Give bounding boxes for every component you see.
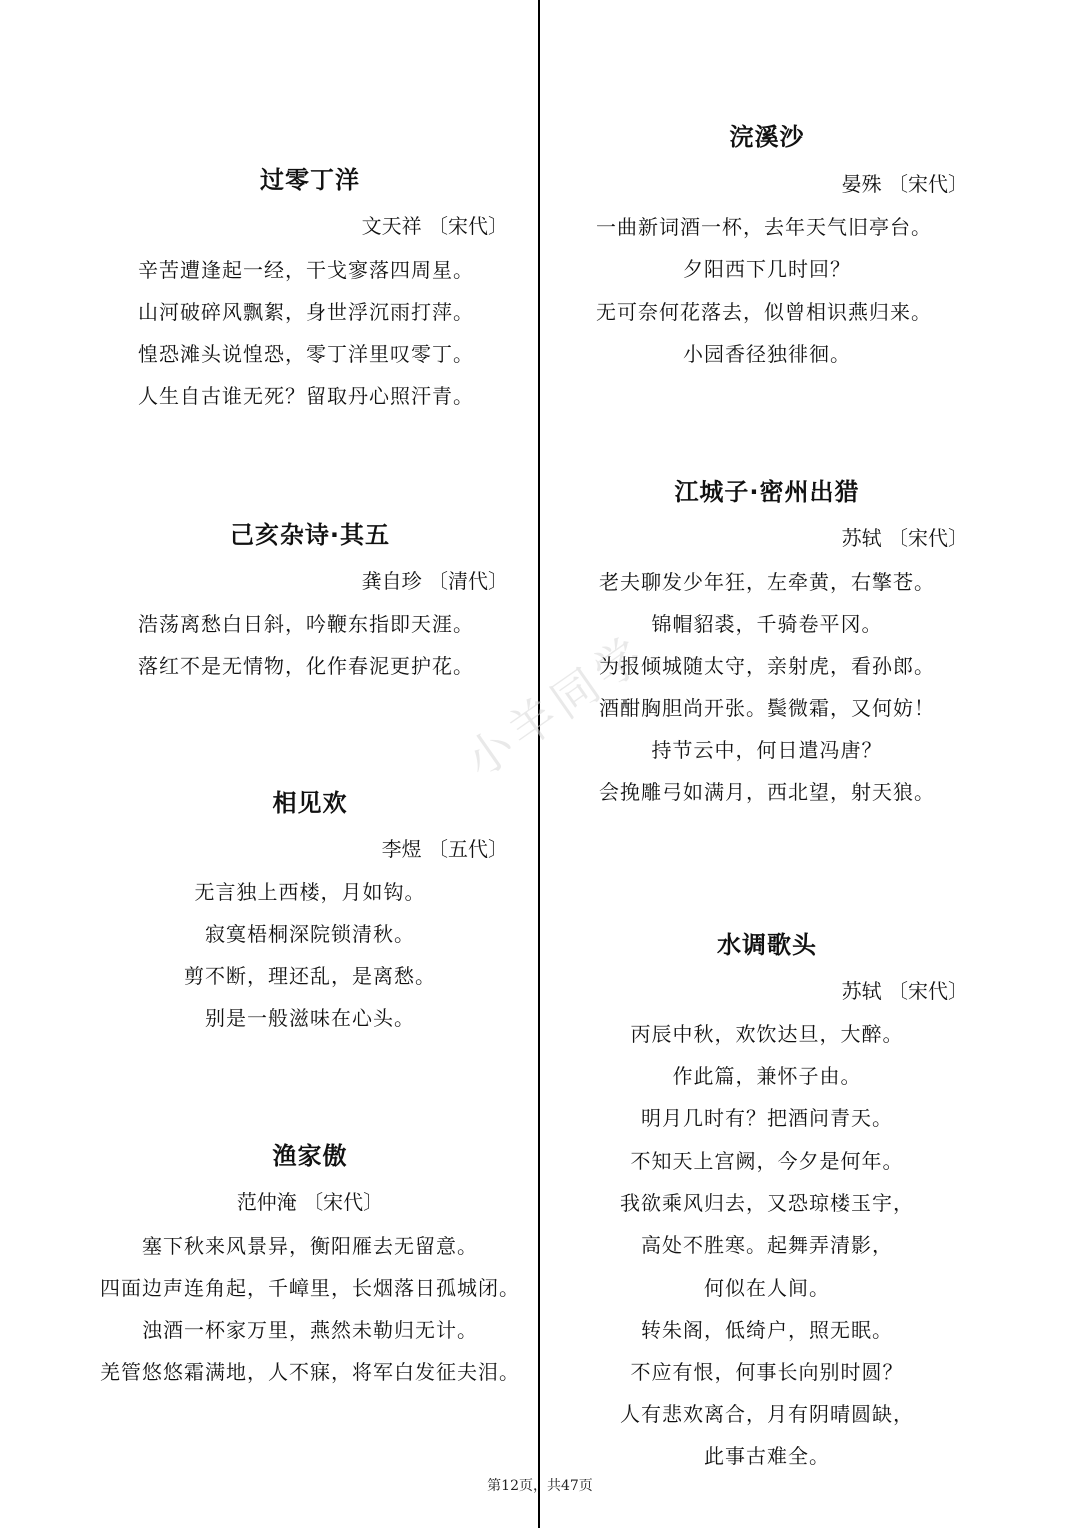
poem-line: 辛苦遭逢起一经，干戈寥落四周星。 [138, 258, 474, 282]
watermark: 小羊同学 [455, 624, 658, 789]
poem-title: 江城子·密州出猎 [674, 478, 860, 506]
poem-title: 水调歌头 [717, 931, 817, 959]
poem-line: 转朱阁，低绮户，照无眠。 [641, 1318, 893, 1342]
poem-line: 酒酣胸胆尚开张。鬓微霜，又何妨！ [599, 696, 935, 720]
poem-line: 我欲乘风归去，又恐琼楼玉宇， [620, 1191, 914, 1215]
poem-line: 人生自古谁无死？留取丹心照汗青。 [138, 384, 474, 408]
poem-line: 不应有恨，何事长向别时圆？ [630, 1360, 904, 1384]
poem-line: 四面边声连角起，千嶂里，长烟落日孤城闭。 [100, 1276, 520, 1300]
poem-line: 人有悲欢离合，月有阴晴圆缺， [620, 1402, 914, 1426]
poem-author: 李煜 〔五代〕 [381, 837, 508, 861]
poem-line: 高处不胜寒。起舞弄清影， [641, 1233, 893, 1257]
poem-line: 羌管悠悠霜满地，人不寐，将军白发征夫泪。 [100, 1360, 520, 1384]
poem-title: 渔家傲 [272, 1142, 348, 1170]
poem-line: 惶恐滩头说惶恐，零丁洋里叹零丁。 [138, 342, 474, 366]
poem-author: 文天祥 〔宋代〕 [361, 214, 508, 238]
poem-line: 无可奈何花落去，似曾相识燕归来。 [596, 300, 932, 324]
poem-line: 剪不断，理还乱，是离愁。 [184, 964, 436, 988]
poem-title: 相见欢 [272, 789, 348, 817]
poem-line: 一曲新词酒一杯，去年天气旧亭台。 [596, 215, 932, 239]
poem-line: 为报倾城随太守，亲射虎，看孙郎。 [599, 654, 935, 678]
poem-line: 明月几时有？把酒问青天。 [641, 1106, 893, 1130]
poem-line: 别是一般滋味在心头。 [205, 1006, 415, 1030]
poem-line: 持节云中，何日遣冯唐？ [651, 738, 883, 762]
poem-line: 老夫聊发少年狂，左牵黄，右擎苍。 [599, 570, 935, 594]
poem-author: 苏轼 〔宋代〕 [841, 526, 968, 550]
poem-title: 己亥杂诗·其五 [229, 521, 391, 549]
poem-line: 会挽雕弓如满月，西北望，射天狼。 [599, 780, 935, 804]
poem-line: 何似在人间。 [704, 1276, 830, 1300]
poem-line: 浊酒一杯家万里，燕然未勒归无计。 [142, 1318, 478, 1342]
poem-author: 范仲淹 〔宋代〕 [236, 1190, 384, 1214]
poem-line: 寂寞梧桐深院锁清秋。 [205, 922, 415, 946]
poem-line: 塞下秋来风景异，衡阳雁去无留意。 [142, 1234, 478, 1258]
poem-author: 苏轼 〔宋代〕 [841, 979, 968, 1003]
poem-line: 小园香径独徘徊。 [683, 342, 851, 366]
poem-line: 落红不是无情物，化作春泥更护花。 [138, 654, 474, 678]
poem-line: 夕阳西下几时回？ [683, 257, 851, 281]
poem-line: 不知天上宫阙，今夕是何年。 [630, 1149, 904, 1173]
poem-title: 过零丁洋 [260, 166, 360, 194]
page-number: 第12页，共47页 [487, 1478, 593, 1494]
poem-author: 晏殊 〔宋代〕 [841, 172, 968, 196]
poem-line: 浩荡离愁白日斜，吟鞭东指即天涯。 [138, 612, 474, 636]
poem-line: 锦帽貂裘，千骑卷平冈。 [651, 612, 883, 636]
poem-line: 无言独上西楼，月如钩。 [194, 880, 426, 904]
poem-line: 作此篇，兼怀子由。 [672, 1064, 862, 1088]
poem-line: 丙辰中秋，欢饮达旦，大醉。 [630, 1022, 904, 1046]
poem-author: 龚自珍 〔清代〕 [361, 569, 508, 593]
poem-title: 浣溪沙 [729, 123, 805, 151]
poem-line: 山河破碎风飘絮，身世浮沉雨打萍。 [138, 300, 474, 324]
poem-line: 此事古难全。 [704, 1444, 830, 1468]
